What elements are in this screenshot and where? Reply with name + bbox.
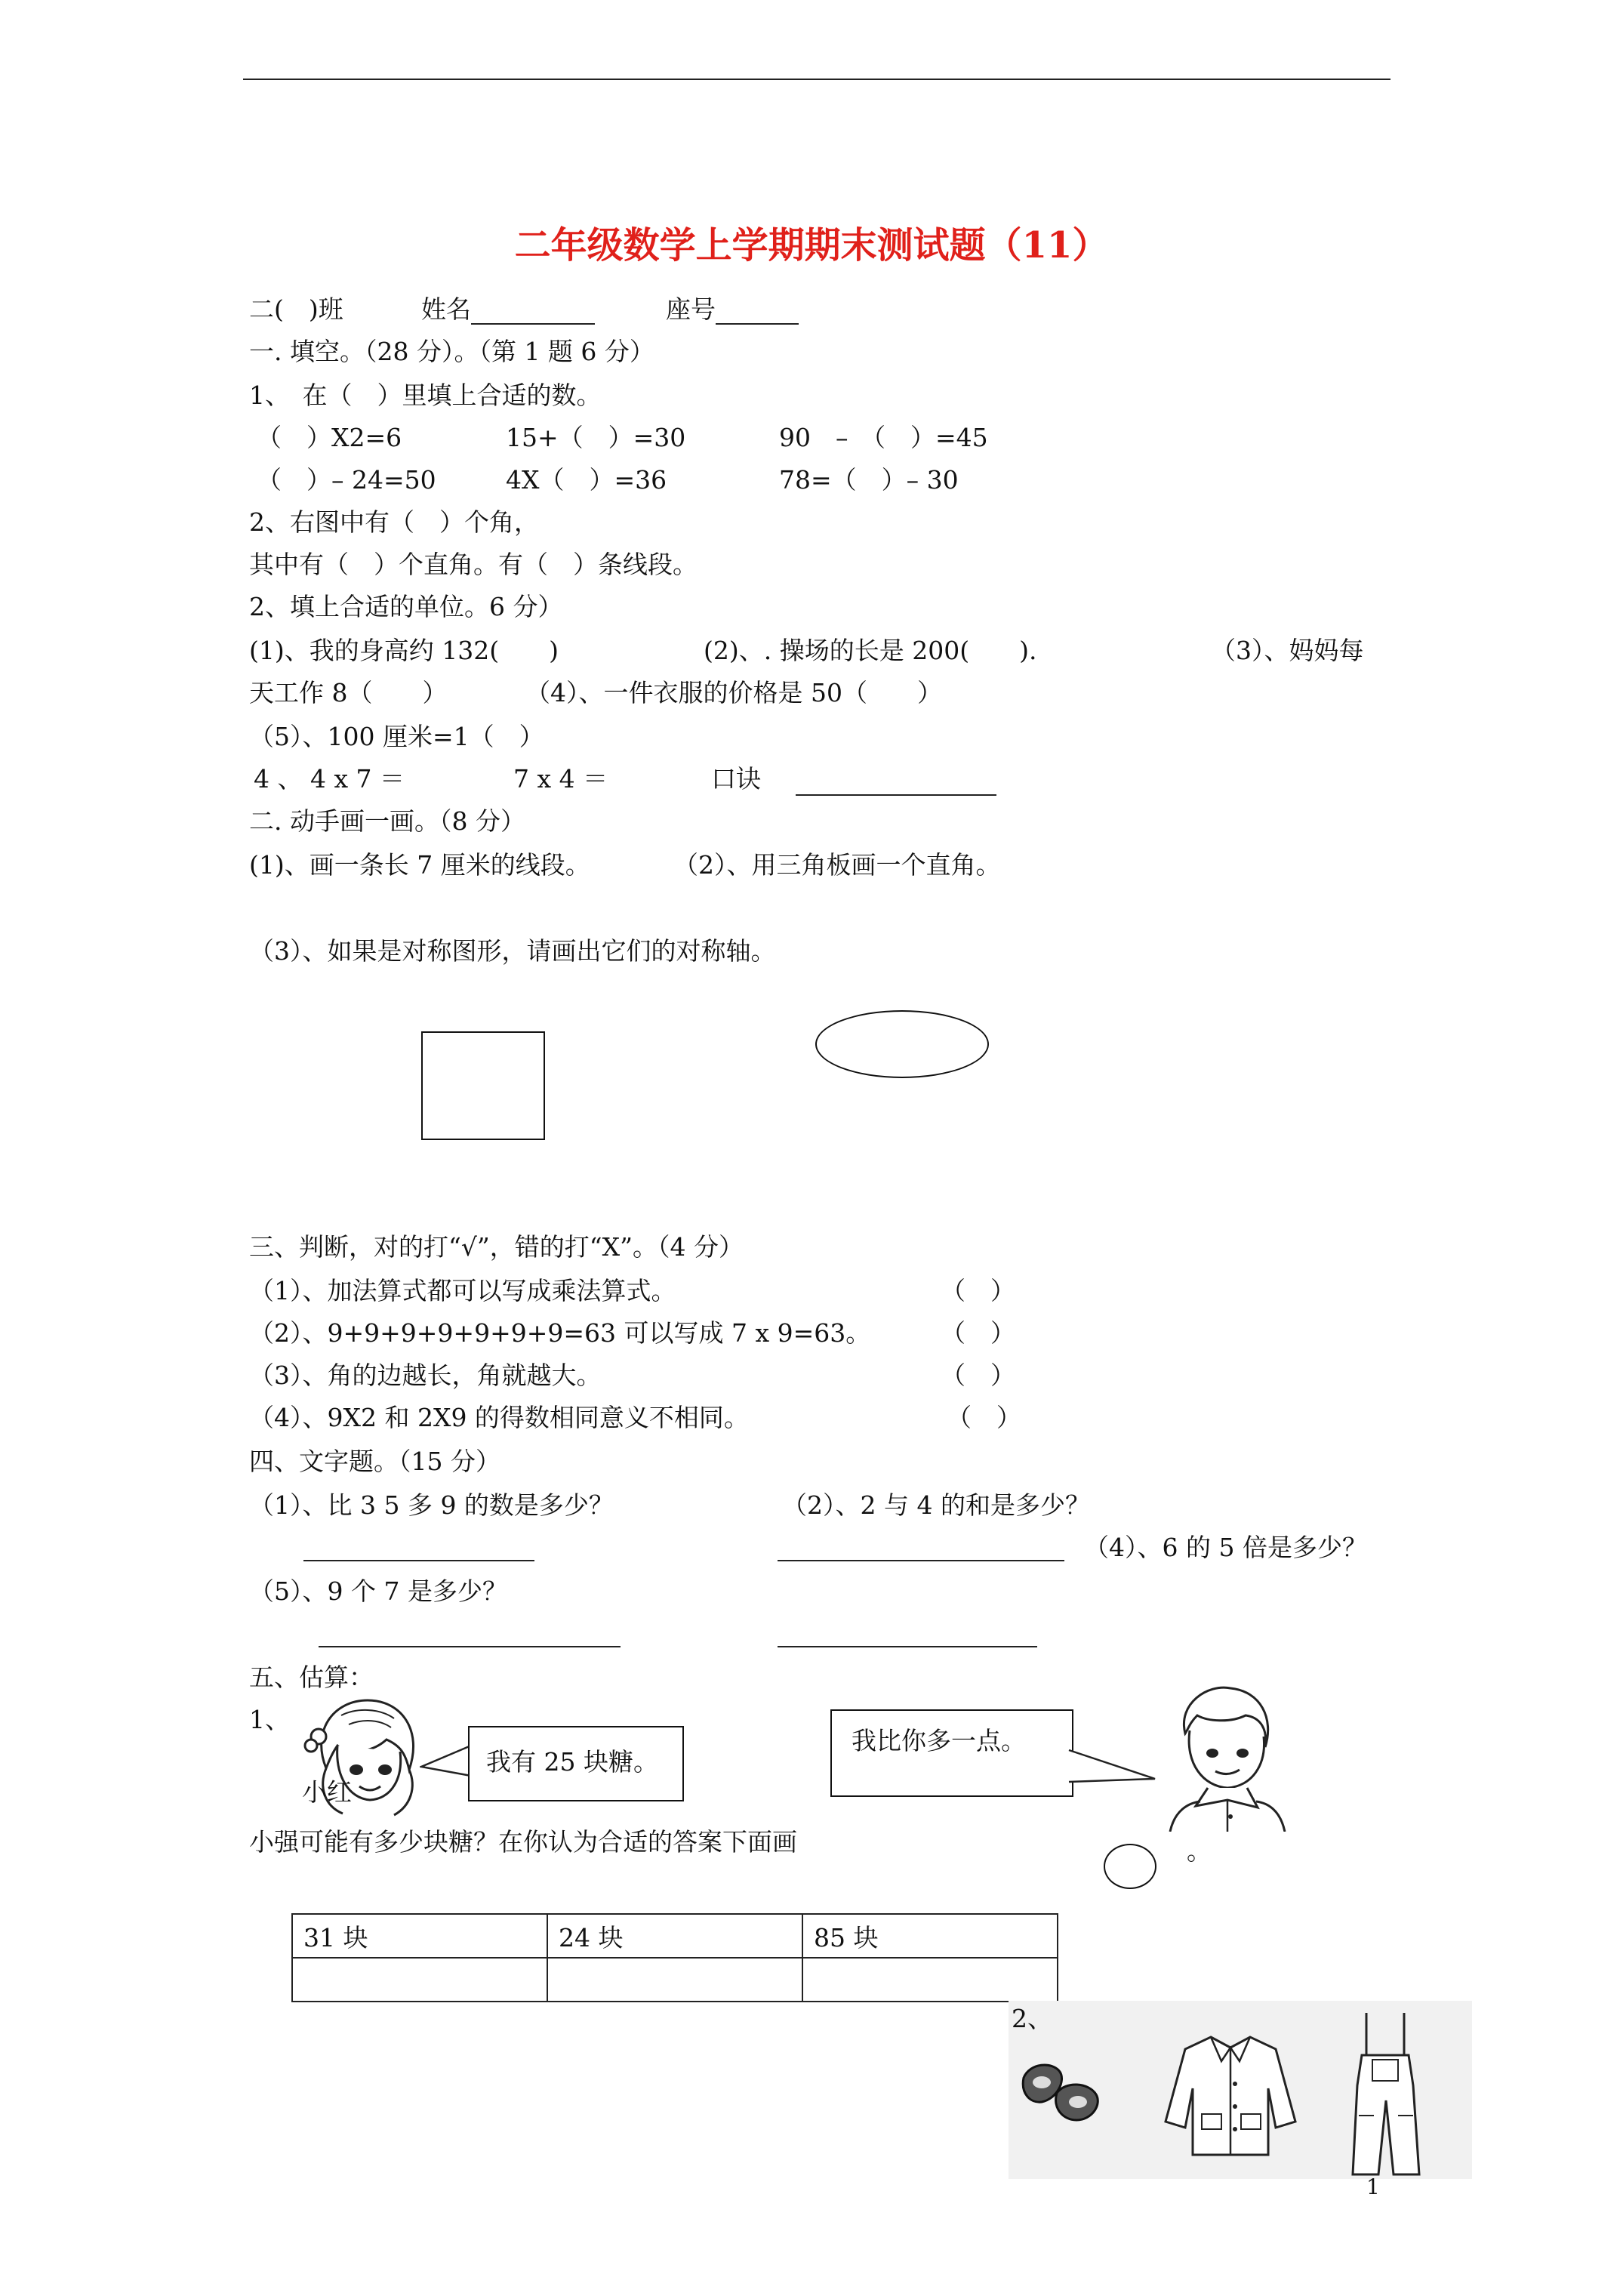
judge-paren-1[interactable]: （ ）: [941, 1276, 1015, 1305]
q1-3-4: （4）、一件衣服的价格是 50（ ）: [525, 678, 942, 707]
girl-speech-bubble: [468, 1726, 684, 1801]
answer-cell-3[interactable]: [802, 1958, 1058, 2002]
seat-field[interactable]: [716, 297, 799, 325]
word-q4: （4）、6 的 5 倍是多少？: [1084, 1533, 1367, 1562]
word-q1-answer-line[interactable]: [303, 1560, 534, 1561]
page-title: 二年级数学上学期期末测试题（11）: [514, 224, 1109, 267]
q1-1: 1、 在（ ）里填上合适的数。: [249, 381, 602, 410]
q1-item-1: （ ）X2=6: [257, 423, 402, 452]
header-rule: [243, 79, 1390, 80]
q1-3-2: (2)、. 操场的长是 200( ).: [704, 636, 1037, 665]
section-1-heading: 一. 填空。（28 分）。（第 1 题 6 分）: [249, 337, 654, 366]
table-row: [292, 1958, 1058, 2002]
q1-3: 2、填上合适的单位。6 分）: [249, 592, 563, 621]
option-31: 31 块: [292, 1914, 547, 1958]
q1-item-6: 78=（ ）– 30: [779, 465, 959, 495]
q1-4b: 7 x 4 ＝: [513, 764, 608, 794]
option-85: 85 块: [802, 1914, 1058, 1958]
q1-4c: 口诀: [711, 764, 761, 794]
answer-table: [291, 1913, 1058, 2002]
estimate-q1-number: 1、: [249, 1705, 290, 1734]
estimate-question-end: 。: [1187, 1836, 1212, 1866]
boy-illustration: [1155, 1681, 1291, 1832]
judge-item-2: （2）、9+9+9+9+9+9+9=63 可以写成 7 x 9=63。: [249, 1318, 871, 1348]
ellipse-shape[interactable]: [815, 1010, 989, 1078]
answer-cell-1[interactable]: [292, 1958, 547, 2002]
page-number: 1: [1366, 2174, 1380, 2199]
draw-circle-sample: [1104, 1844, 1156, 1889]
option-24: 24 块: [547, 1914, 802, 1958]
seat-label: [666, 294, 799, 325]
q1-3-1: (1)、我的身高约 132( ): [249, 636, 559, 665]
table-row: [292, 1914, 1058, 1958]
q1-item-5: 4X（ ）=36: [506, 465, 667, 495]
section-3-heading: 三、判断，对的打“√”，错的打“X”。（4 分）: [249, 1232, 744, 1262]
q2-3: （3）、如果是对称图形，请画出它们的对称轴。: [249, 936, 776, 966]
name-field[interactable]: [471, 297, 595, 325]
judge-item-1: （1）、加法算式都可以写成乘法算式。: [249, 1276, 676, 1305]
boy-speech-bubble: [830, 1709, 1073, 1797]
gloves-icon: [1019, 2055, 1110, 2128]
q1-3-5: （5）、100 厘米=1（ ）: [249, 722, 544, 751]
section-4-heading: 四、文字题。（15 分）: [249, 1447, 500, 1476]
girl-bubble-tail: [420, 1737, 473, 1789]
judge-paren-3[interactable]: （ ）: [941, 1361, 1015, 1390]
square-shape[interactable]: [421, 1031, 545, 1140]
section-5-heading: 五、估算：: [249, 1663, 374, 1692]
name-label-text: 姓名: [421, 294, 471, 324]
word-q4-answer-line[interactable]: [778, 1646, 1037, 1647]
judge-item-3: （3）、角的边越长，角就越大。: [249, 1361, 602, 1390]
jacket-icon: [1163, 2031, 1298, 2159]
word-q5: （5）、9 个 7 是多少？: [249, 1576, 507, 1606]
q2-1: (1)、画一条长 7 厘米的线段。: [249, 850, 590, 880]
q2-2: （2）、用三角板画一个直角。: [673, 850, 1001, 880]
estimate-question: 小强可能有多少块糖？在你认为合适的答案下面画: [249, 1827, 797, 1857]
judge-paren-2[interactable]: （ ）: [941, 1318, 1015, 1348]
q1-4a: 4 、 4 x 7 ＝: [254, 764, 405, 794]
name-label: [421, 294, 595, 325]
girl-bubble-text: 我有 25 块糖。: [486, 1747, 658, 1777]
q1-4-answer-line[interactable]: [796, 794, 996, 796]
q1-2b: 其中有（ ）个直角。有（ ）条线段。: [249, 550, 698, 579]
boy-bubble-tail: [1067, 1746, 1158, 1791]
q1-3-3b: 天工作 8（ ）: [249, 678, 448, 707]
q1-3-3: （3）、妈妈每: [1211, 636, 1364, 665]
estimate-q2-number: 2、: [1012, 2004, 1052, 2033]
q1-item-4: （ ）– 24=50: [257, 465, 436, 495]
seat-label-text: 座号: [666, 294, 716, 324]
q1-2a: 2、右图中有（ ）个角，: [249, 507, 539, 537]
word-q2: （2）、2 与 4 的和是多少？: [782, 1490, 1090, 1520]
judge-item-4: （4）、9X2 和 2X9 的得数相同意义不相同。: [249, 1403, 749, 1432]
answer-cell-2[interactable]: [547, 1958, 802, 2002]
overalls-icon: [1344, 2010, 1427, 2177]
judge-paren-4[interactable]: （ ）: [947, 1403, 1021, 1432]
word-q1: （1）、比 3 5 多 9 的数是多少？: [249, 1490, 614, 1520]
q1-item-2: 15+（ ）=30: [506, 423, 686, 452]
boy-bubble-text: 我比你多一点。: [852, 1726, 1026, 1755]
section-2-heading: 二. 动手画一画。（8 分）: [249, 806, 525, 836]
word-q2-answer-line[interactable]: [778, 1560, 1064, 1561]
girl-name: 小红: [302, 1777, 352, 1807]
q1-item-3: 90 – （ ）=45: [779, 423, 988, 452]
class-label: 二( )班: [249, 294, 343, 324]
word-q5-answer-line[interactable]: [319, 1646, 621, 1647]
